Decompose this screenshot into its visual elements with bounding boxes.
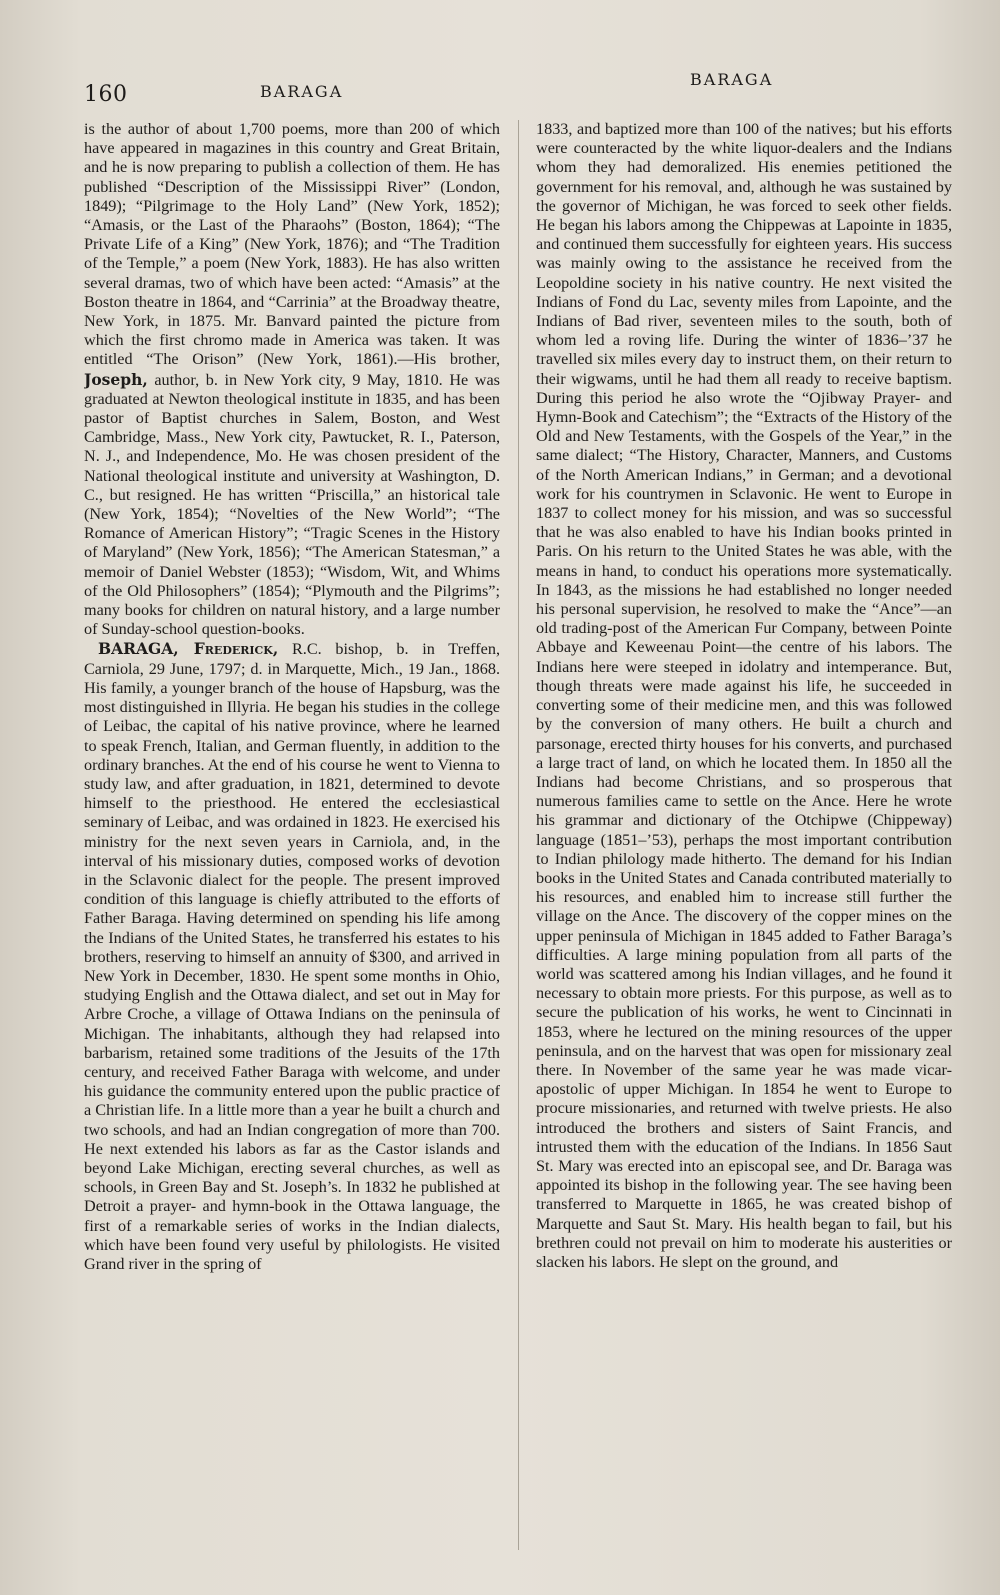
- baraga-text-right: 1833, and baptized more than 100 of the natives; but his efforts were counteracted by the white liquor-dealers and the Indians whom they had demoralized. His enemies petitioned the government for his removal, and, although he was sustained by the governor of Michigan, he was forced to seek other fields. He began his labors among the Chippewas at Lapointe in 1835, and continued them successfully for eighteen years. His success was mainly owing to the assistance he received from the Leopoldine society in his native country. He next visited the Indians of Fond du Lac, seventy miles from Lapointe, and the Indians of Bad river, seventeen miles to the south, both of whom led a roving life. During the winter of 1836–’37 he travelled six miles every day to instruct them, on their return to their wigwams, until he had them all ready to receive baptism. During this period he also wrote the “Ojibway Prayer- and Hymn-Book and Catechism”; the “Extracts of the History of the Old and New Testaments, with the Gospels of the Year,” in the same dialect; “The History, Character, Manners, and Customs of the North American Indians,” in German; and a devotional work for his countrymen in Sclavonic. He went to Europe in 1837 to collect money for his mission, and was so successful that he was also enabled to have his Indian books printed in Paris. On his return to the United States he was able, with the means in hand, to conduct his operations more systematically. In 1843, as the missions he had established no longer needed his personal supervision, he resolved to make the “Ance”—an old trading-post of the American Fur Company, between Pointe Abbaye and Keweenau Point—the centre of his labors. The Indians here were steeped in idolatry and intemperance. But, though threats were made against his life, he succeeded in converting some of their medicine men, and this was followed by the conversion of many others. He built a church and parsonage, erected thirty houses for his converts, and purchased a large tract of land, on which he located them. In 1850 all the Indians had become Christians, and so prosperous that numerous families came to settle on the Ance. Here he wrote his grammar and dictionary of the Otchipwe (Chippeway) language (1851–’53), perhaps the most important contribution to Indian philology made hitherto. The demand for his Indian books in the United States and Canada contributed materially to his resources, and enabled him to increase still further the village on the Ance. The discovery of the copper mines on the upper peninsula of Michigan in 1845 added to Father Baraga’s difficulties. A large mining population from all parts of the world was scattered among his Indian villages, and he found it necessary to obtain more priests. For this purpose, as well as to secure the publication of his works, he went to Cincinnati in 1853, where he lectured on the mining resources of the upper peninsula, and on the harvest that was open for missionary zeal there. In November of the same year he was made vicar-apostolic of upper Michigan. In 1854 he went to Europe to procure missionaries, and returned with twelve priests. He also introduced the brothers and sisters of Saint Francis, and intrusted them with the education of the Indians. In 1856 Saut St. Mary was erected into an episcopal see, and Dr. Baraga was appointed its bishop in the following year. The see having been transferred to Marquette in 1865, he was created bishop of Marquette and Saut St. Mary. His health began to fail, but his brethren could not prevail on him to moderate his austerities or slacken his labors. He slept on the ground, and: [536, 120, 952, 1271]
- joseph-name: Joseph,: [84, 369, 148, 389]
- running-head-left: BARAGA: [260, 82, 344, 101]
- column-left: [84, 120, 500, 1550]
- column-right: [536, 120, 952, 1550]
- text-columns: [84, 120, 952, 1550]
- banvard-entry-continuation: [84, 120, 500, 639]
- baraga-entry: [84, 639, 500, 1274]
- banvard-text: is the author of about 1,700 poems, more than 200 of which have appeared in magazines in this country and Great Britain, and he is now preparing to publish a collection of them. He has published “Description of the Mississippi River” (London, 1849); “Pilgrimage to the Holy Land” (New York, 1852); “Amasis, or the Last of the Pharaohs” (Boston, 1864); “The Private Life of a King” (New York, 1876); and “The Tradition of the Temple,” a poem (New York, 1883). He has also written several dramas, two of which have been acted: “Amasis” at the Boston theatre in 1864, and “Carrinia” at the Broadway theatre, New York, in 1875. Mr. Banvard painted the picture from which the first chromo made in America was taken. It was entitled “The Orison” (New York, 1861).—His brother,: [84, 120, 500, 369]
- column-divider: [518, 120, 519, 1550]
- joseph-text: author, b. in New York city, 9 May, 1810. He was graduated at Newton theological institute in 1835, and has been pastor of Baptist churches in Salem, Boston, and West Cambridge, Mass., New York city, Pawtucket, R. I., Paterson, N. J., and Independence, Mo. He was chosen president of the National theological institute and university at Washington, D. C., but resigned. He has written “Priscilla,” an historical tale (New York, 1854); “Novelties of the New World”; “The Romance of American History”; “Tragic Scenes in the History of Maryland” (New York, 1856); “The American Statesman,” a memoir of Daniel Webster (1853); “Wisdom, Wit, and Whims of the Old Philosophers” (1854); “Plymouth and the Pilgrims”; many books for children on natural history, and a large number of Sunday-school question-books.: [84, 370, 500, 639]
- running-head-right: BARAGA: [690, 70, 774, 89]
- baraga-entry-continuation: [536, 120, 952, 1272]
- baraga-name: BARAGA, Frederick,: [98, 639, 279, 659]
- page-header: [84, 70, 940, 110]
- page-number: 160: [84, 82, 128, 107]
- baraga-text-left: R.C. bishop, b. in Treffen, Carniola, 29 June, 1797; d. in Marquette, Mich., 19 Jan., 1868. His family, a younger branch of the house of Hapsburg, was the most distinguished in Illyria. He began his studies in the college of Leibac, the capital of his native province, where he learned to speak French, Italian, and German fluently, in addition to the ordinary branches. At the end of his course he went to Vienna to study law, and after graduation, in 1821, determined to devote himself to the priesthood. He entered the ecclesiastical seminary of Leibac, and was ordained in 1823. He exercised his ministry for the next seven years in Carniola, and, in the interval of his missionary duties, composed works of devotion in the Sclavonic dialect for the people. The present improved condition of this language is chiefly attributed to the efforts of Father Baraga. Having determined on spending his life among the Indians of the United States, he transferred his estates to his brothers, reserving to himself an annuity of $300, and arrived in New York in December, 1830. He spent some months in Ohio, studying English and the Ottawa dialect, and set out in May for Arbre Croche, a village of Ottawa Indians on the peninsula of Michigan. The inhabitants, although they had relapsed into barbarism, retained some traditions of the Jesuits of the 17th century, and received Father Baraga with welcome, and under his guidance the community entered upon the public practice of a Christian life. In a little more than a year he built a church and two schools, and had an Indian congregation of more than 700. He next extended his labors as far as the Castor islands and beyond Lake Michigan, erecting several churches, as well as schools, in Green Bay and St. Joseph’s. In 1832 he published at Detroit a prayer- and hymn-book in the Ottawa language, the first of a remarkable series of works in the Indian dialects, which have been found very useful by philologists. He visited Grand river in the spring of: [84, 640, 500, 1273]
